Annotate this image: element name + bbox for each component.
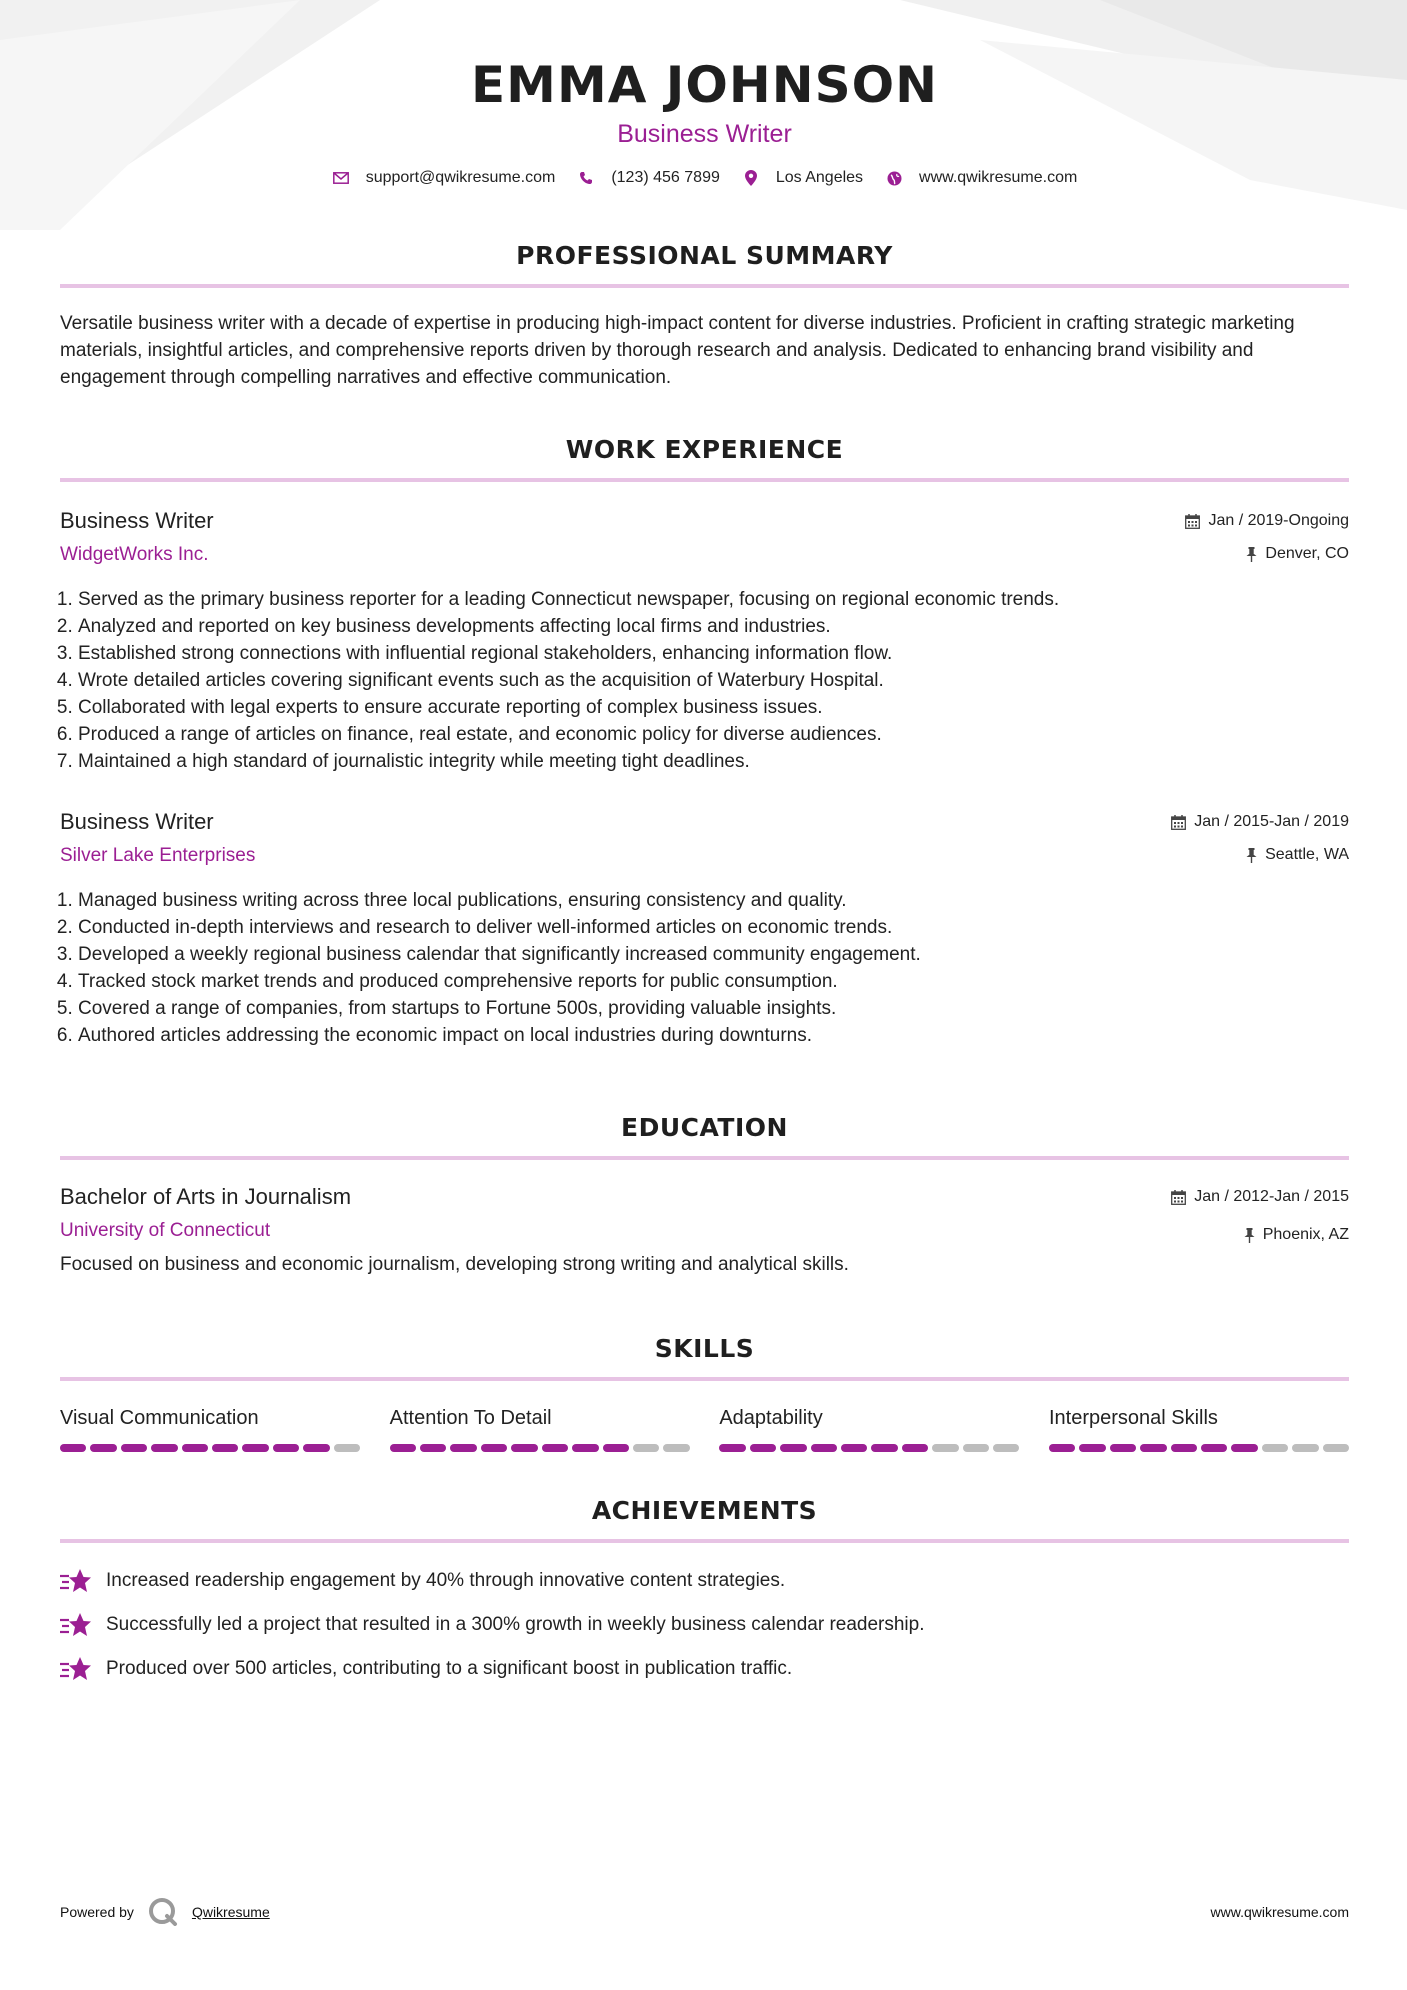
skill-segment-empty bbox=[1323, 1444, 1349, 1452]
skill-segment-filled bbox=[1049, 1444, 1075, 1452]
job-dates bbox=[1185, 512, 1349, 530]
job-company: Silver Lake Enterprises bbox=[60, 845, 256, 866]
summary-section bbox=[60, 241, 1349, 391]
list-item: 6. Authored articles addressing the economic impact on local industries during downturns. bbox=[78, 1022, 1349, 1049]
job-title: Business Writer bbox=[60, 809, 214, 834]
skill-segment-filled bbox=[303, 1444, 329, 1452]
skill-segment-empty bbox=[334, 1444, 360, 1452]
section-divider bbox=[60, 1377, 1349, 1381]
experience-section bbox=[60, 435, 1349, 1049]
skill-segment-filled bbox=[811, 1444, 837, 1452]
job-bullets bbox=[60, 887, 1349, 1049]
summary-text: Versatile business writer with a decade of expertise in producing high-impact content for diverse industries. Proficient in crafting strategic marketing materials, insightful articles, and comprehensive reports driven by thorough research and analysis. Dedicated to enhancing brand visibility and engagement through compelling narratives and effective communication. bbox=[60, 313, 1295, 388]
phone-text: (123) 456 7899 bbox=[611, 169, 720, 186]
skill-item bbox=[60, 1407, 360, 1452]
phone-icon bbox=[577, 169, 595, 187]
skill-segment-filled bbox=[1140, 1444, 1166, 1452]
contact-location bbox=[742, 169, 863, 187]
job-entry bbox=[60, 809, 1349, 1049]
skill-segment-filled bbox=[572, 1444, 598, 1452]
skill-segment-filled bbox=[242, 1444, 268, 1452]
location-text: Los Angeles bbox=[775, 169, 864, 186]
education-section bbox=[60, 1113, 1349, 1276]
skill-segment-filled bbox=[871, 1444, 897, 1452]
resume-header bbox=[60, 0, 1349, 187]
section-divider bbox=[60, 284, 1349, 288]
job-meta bbox=[1185, 512, 1349, 563]
skill-segment-filled bbox=[481, 1444, 507, 1452]
list-item: 2. Conducted in-depth interviews and research to deliver well-informed articles on economic trends. bbox=[78, 914, 1349, 941]
dates-text: Jan / 2019-Ongoing bbox=[1208, 512, 1349, 529]
contact-phone[interactable] bbox=[577, 169, 720, 187]
skill-segment-filled bbox=[1110, 1444, 1136, 1452]
location-text: Seattle, WA bbox=[1265, 846, 1349, 863]
achievements-heading: ACHIEVEMENTS bbox=[591, 1496, 818, 1525]
skill-level-bar bbox=[390, 1444, 690, 1452]
skill-segment-filled bbox=[719, 1444, 745, 1452]
skill-segment-filled bbox=[780, 1444, 806, 1452]
skill-segment-filled bbox=[151, 1444, 177, 1452]
job-location bbox=[1185, 545, 1349, 563]
contact-email[interactable] bbox=[332, 169, 556, 187]
list-item: 1. Served as the primary business reporter for a leading Connecticut newspaper, focusing on regional economic trends. bbox=[78, 586, 1349, 613]
education-entry bbox=[60, 1184, 1349, 1276]
shooting-star-icon bbox=[60, 1655, 92, 1683]
job-meta bbox=[1171, 813, 1349, 864]
skill-segment-filled bbox=[1079, 1444, 1105, 1452]
list-item: 6. Produced a range of articles on finance, real estate, and economic policy for diverse audiences. bbox=[78, 721, 1349, 748]
skill-segment-filled bbox=[60, 1444, 86, 1452]
job-location bbox=[1171, 846, 1349, 864]
education-description: Focused on business and economic journalism, developing strong writing and analytical skills. bbox=[60, 1254, 849, 1275]
skill-name: Attention To Detail bbox=[389, 1407, 552, 1429]
list-item: 5. Collaborated with legal experts to ensure accurate reporting of complex business issues. bbox=[78, 694, 1349, 721]
location-text: Phoenix, AZ bbox=[1262, 1226, 1349, 1243]
skill-segment-filled bbox=[750, 1444, 776, 1452]
job-dates bbox=[1171, 813, 1349, 831]
job-entry bbox=[60, 508, 1349, 775]
achievements-section bbox=[60, 1496, 1349, 1683]
powered-by bbox=[60, 1898, 270, 1926]
skill-segment-filled bbox=[182, 1444, 208, 1452]
skill-segment-empty bbox=[1292, 1444, 1318, 1452]
skill-segment-filled bbox=[212, 1444, 238, 1452]
achievement-text: Produced over 500 articles, contributing to a significant boost in publication traffic. bbox=[106, 1658, 793, 1679]
contact-row bbox=[60, 169, 1349, 187]
pushpin-icon bbox=[1244, 1228, 1255, 1243]
map-marker-icon bbox=[742, 169, 760, 187]
list-item bbox=[60, 1567, 1349, 1595]
skills-grid bbox=[60, 1407, 1349, 1452]
skills-section bbox=[60, 1334, 1349, 1452]
envelope-icon bbox=[332, 169, 350, 187]
education-dates bbox=[1171, 1188, 1349, 1206]
skill-segment-empty bbox=[663, 1444, 689, 1452]
skill-segment-filled bbox=[121, 1444, 147, 1452]
dates-text: Jan / 2015-Jan / 2019 bbox=[1194, 813, 1349, 830]
achievement-text: Increased readership engagement by 40% through innovative content strategies. bbox=[106, 1570, 786, 1591]
education-meta bbox=[1171, 1188, 1349, 1244]
skill-segment-filled bbox=[603, 1444, 629, 1452]
summary-heading: PROFESSIONAL SUMMARY bbox=[516, 241, 893, 270]
shooting-star-icon bbox=[60, 1611, 92, 1639]
skill-segment-filled bbox=[273, 1444, 299, 1452]
skill-segment-filled bbox=[390, 1444, 416, 1452]
skill-segment-empty bbox=[932, 1444, 958, 1452]
resume-page bbox=[60, 0, 1349, 1990]
skill-segment-filled bbox=[1171, 1444, 1197, 1452]
list-item: 1. Managed business writing across three local publications, ensuring consistency and quality. bbox=[78, 887, 1349, 914]
list-item: 5. Covered a range of companies, from startups to Fortune 500s, providing valuable insights. bbox=[78, 995, 1349, 1022]
skill-segment-filled bbox=[1231, 1444, 1257, 1452]
section-divider bbox=[60, 478, 1349, 482]
location-text: Denver, CO bbox=[1265, 545, 1349, 562]
achievement-text: Successfully led a project that resulted in a 300% growth in weekly business calendar readership. bbox=[106, 1614, 925, 1635]
candidate-role: Business Writer bbox=[617, 120, 792, 148]
powered-by-label: Powered by bbox=[60, 1904, 134, 1920]
job-company: WidgetWorks Inc. bbox=[60, 544, 209, 565]
skill-segment-filled bbox=[1201, 1444, 1227, 1452]
skill-segment-empty bbox=[633, 1444, 659, 1452]
calendar-icon bbox=[1171, 815, 1186, 830]
skill-item bbox=[1049, 1407, 1349, 1452]
skill-segment-filled bbox=[542, 1444, 568, 1452]
pushpin-icon bbox=[1246, 547, 1257, 562]
skill-item bbox=[390, 1407, 690, 1452]
calendar-icon bbox=[1185, 514, 1200, 529]
skill-level-bar bbox=[1049, 1444, 1349, 1452]
degree: Bachelor of Arts in Journalism bbox=[60, 1184, 352, 1209]
skill-level-bar bbox=[719, 1444, 1019, 1452]
page-footer bbox=[60, 1898, 1349, 1926]
skill-segment-filled bbox=[511, 1444, 537, 1452]
achievements-list bbox=[60, 1567, 1349, 1683]
candidate-name: EMMA JOHNSON bbox=[471, 56, 938, 114]
skills-heading: SKILLS bbox=[654, 1334, 755, 1363]
brand-link[interactable]: Qwikresume bbox=[191, 1904, 270, 1920]
skill-name: Interpersonal Skills bbox=[1048, 1407, 1218, 1429]
website-text: www.qwikresume.com bbox=[919, 169, 1078, 186]
skill-segment-filled bbox=[841, 1444, 867, 1452]
skill-segment-filled bbox=[420, 1444, 446, 1452]
footer-website[interactable]: www.qwikresume.com bbox=[1210, 1904, 1349, 1920]
list-item: 7. Maintained a high standard of journalistic integrity while meeting tight deadlines. bbox=[78, 748, 1349, 775]
dates-text: Jan / 2012-Jan / 2015 bbox=[1194, 1188, 1349, 1205]
job-bullets bbox=[60, 586, 1349, 775]
globe-icon bbox=[885, 169, 903, 187]
email-text: support@qwikresume.com bbox=[365, 169, 556, 186]
skill-segment-filled bbox=[902, 1444, 928, 1452]
education-location bbox=[1171, 1226, 1349, 1244]
skill-name: Adaptability bbox=[719, 1407, 823, 1429]
section-divider bbox=[60, 1539, 1349, 1543]
calendar-icon bbox=[1171, 1190, 1186, 1205]
skill-segment-filled bbox=[450, 1444, 476, 1452]
section-divider bbox=[60, 1156, 1349, 1160]
list-item: 3. Established strong connections with influential regional stakeholders, enhancing information flow. bbox=[78, 640, 1349, 667]
pushpin-icon bbox=[1246, 848, 1257, 863]
school: University of Connecticut bbox=[60, 1220, 271, 1241]
education-heading: EDUCATION bbox=[621, 1113, 788, 1142]
list-item: 4. Wrote detailed articles covering significant events such as the acquisition of Waterbury Hospital. bbox=[78, 667, 1349, 694]
contact-website[interactable] bbox=[885, 169, 1077, 187]
qwikresume-logo-icon bbox=[148, 1898, 178, 1926]
skill-level-bar bbox=[60, 1444, 360, 1452]
list-item: 2. Analyzed and reported on key business developments affecting local firms and industries. bbox=[78, 613, 1349, 640]
skill-item bbox=[719, 1407, 1019, 1452]
list-item bbox=[60, 1611, 1349, 1639]
list-item: 4. Tracked stock market trends and produced comprehensive reports for public consumption. bbox=[78, 968, 1349, 995]
list-item: 3. Developed a weekly regional business calendar that significantly increased community engagement. bbox=[78, 941, 1349, 968]
skill-segment-filled bbox=[90, 1444, 116, 1452]
experience-heading: WORK EXPERIENCE bbox=[565, 435, 844, 464]
list-item bbox=[60, 1655, 1349, 1683]
shooting-star-icon bbox=[60, 1567, 92, 1595]
skill-name: Visual Communication bbox=[60, 1407, 259, 1429]
skill-segment-empty bbox=[1262, 1444, 1288, 1452]
skill-segment-empty bbox=[993, 1444, 1019, 1452]
skill-segment-empty bbox=[963, 1444, 989, 1452]
job-title: Business Writer bbox=[60, 508, 214, 533]
